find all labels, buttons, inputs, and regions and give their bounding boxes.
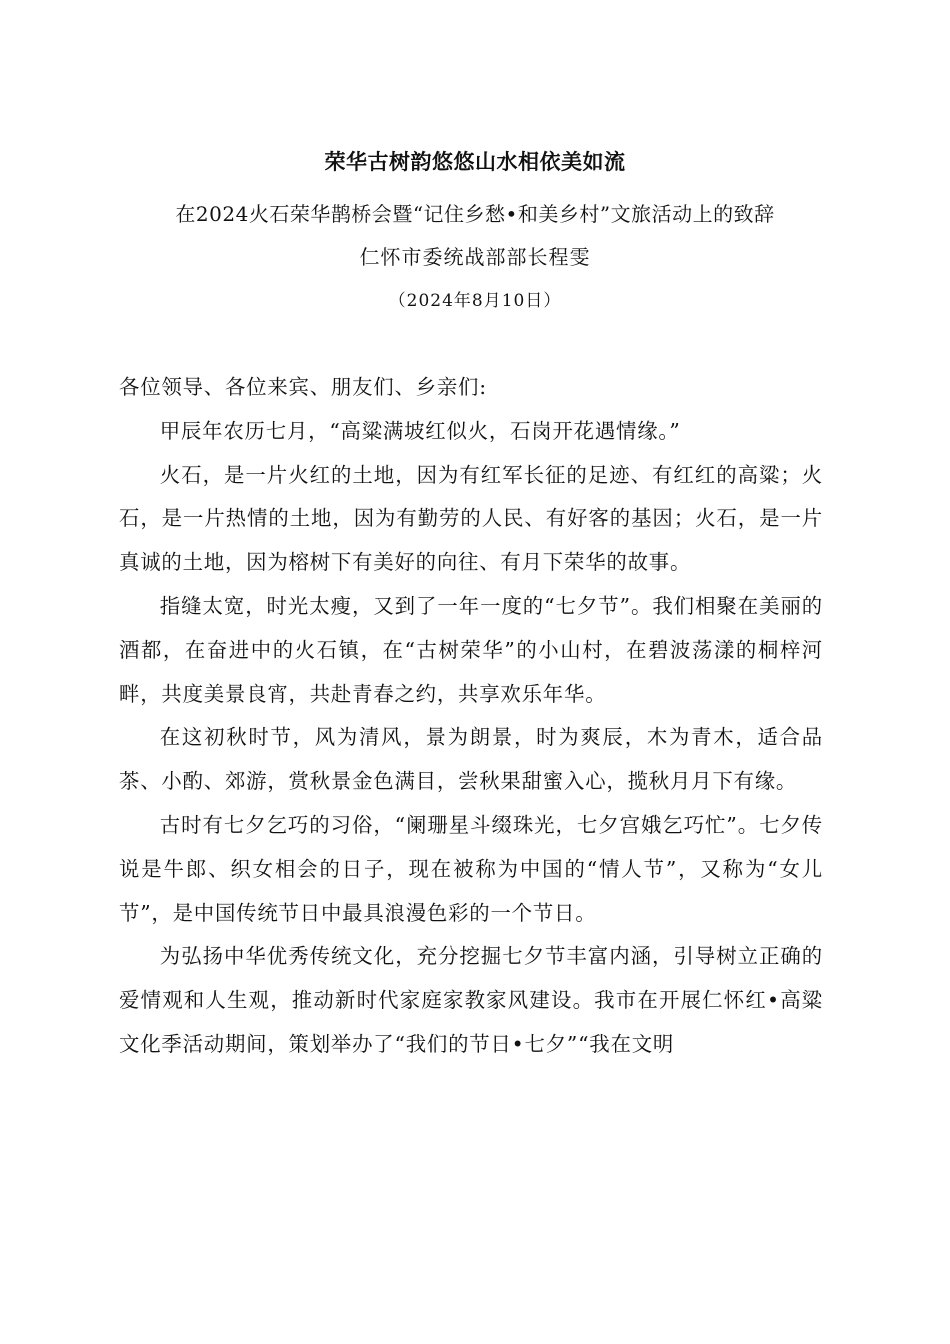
paragraph: 甲辰年农历七月，“高粱满坡红似火，石岗开花遇情缘。” — [159, 418, 681, 443]
paragraph: 古时有七夕乞巧的习俗，“阑珊星斗缀珠光，七夕宫娥乞巧忙”。七夕传说是牛郎、织女相会的日子，现在被称为中国的“情人节”，又称为“女儿节”，是中国传统节日中最具浪漫色彩的一个节日。 — [119, 812, 823, 925]
speaker-line: 仁怀市委统战部部长程雯 — [359, 245, 591, 269]
speech-body — [119, 366, 823, 1067]
salutation: 各位领导、各位来宾、朋友们、乡亲们: — [119, 375, 487, 399]
document-title: 荣华古树韵悠悠山水相依美如流 — [324, 149, 626, 174]
paragraph: 在这初秋时节，风为清风，景为朗景，时为爽辰，木为青木，适合品茶、小酌、郊游，赏秋景金色满目，尝秋果甜蜜入心，揽秋月月下有缘。 — [119, 725, 823, 794]
speech-date: （2024年8月10日） — [388, 291, 562, 311]
paragraph: 为弘扬中华优秀传统文化，充分挖掘七夕节丰富内涵，引导树立正确的爱情观和人生观，推动新时代家庭家教家风建设。我市在开展仁怀红•高粱文化季活动期间，策划举办了“我们的节日•七夕”“我在文明 — [119, 944, 823, 1056]
paragraph: 指缝太宽，时光太瘦，又到了一年一度的“七夕节”。我们相聚在美丽的酒都，在奋进中的火石镇，在“古树荣华”的小山村，在碧波荡漾的桐梓河畔，共度美景良宵，共赴青春之约，共享欢乐年华。 — [119, 593, 823, 706]
document-subtitle: 在2024火石荣华鹊桥会暨“记住乡愁•和美乡村”文旅活动上的致辞 — [175, 202, 775, 226]
paragraph: 火石，是一片火红的土地，因为有红军长征的足迹、有红红的高粱；火石，是一片热情的土地，因为有勤劳的人民、有好客的基因；火石，是一片真诚的土地，因为榕树下有美好的向往、有月下荣华的故事。 — [119, 462, 823, 575]
